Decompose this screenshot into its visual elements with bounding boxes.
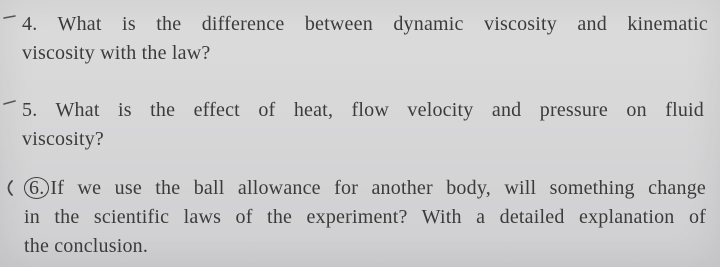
question-5 — [22, 96, 704, 154]
question-6-number-circled: 6. — [24, 177, 49, 199]
handwritten-tick-mark-icon — [2, 98, 16, 116]
question-4-line-2: viscosity with the law? — [22, 42, 211, 64]
question-5-number: 5. — [22, 99, 38, 121]
question-4-number: 4. — [22, 13, 38, 35]
question-6-line-3: the conclusion. — [24, 235, 149, 257]
question-5-line-1: 5. What is the effect of heat, flow velocity and pressure on fluid — [22, 99, 704, 121]
question-6-line-1: 6. If we use the ball allowance for another body, will something change — [24, 174, 706, 203]
question-5-line-2: viscosity? — [22, 128, 104, 150]
handwritten-tick-mark-icon — [2, 13, 16, 31]
question-6 — [24, 174, 706, 261]
question-4 — [22, 10, 708, 68]
handwritten-bracket-mark-icon — [2, 179, 16, 197]
question-4-line-1: 4. What is the difference between dynamic viscosity and kinematic — [22, 13, 708, 35]
question-6-line-2: in the scientific laws of the experiment? With a detailed explanation of — [24, 206, 706, 228]
